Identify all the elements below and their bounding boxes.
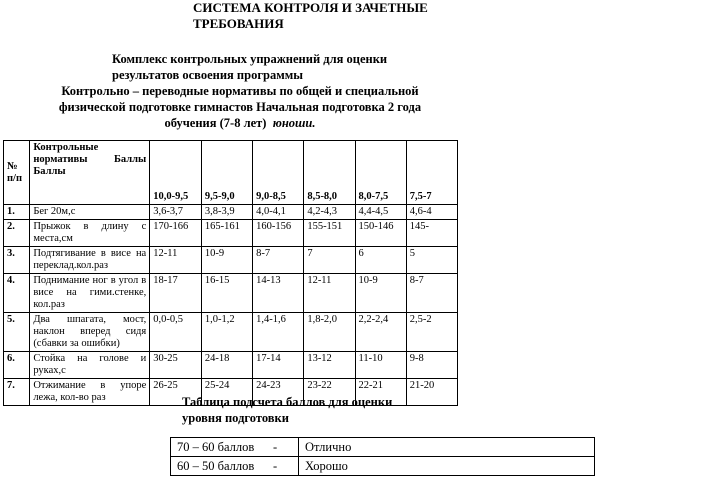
cell-value: 160-156 xyxy=(253,220,304,247)
table-row xyxy=(4,220,458,247)
table-row xyxy=(4,352,458,379)
score-row xyxy=(171,457,595,476)
cell-value: 145- xyxy=(406,220,457,247)
score-dash: - xyxy=(273,458,278,473)
cell-value: 150-146 xyxy=(355,220,406,247)
table-row xyxy=(4,205,458,220)
table-row xyxy=(4,313,458,352)
cell-value: 30-25 xyxy=(150,352,202,379)
score-table-title xyxy=(182,394,392,426)
norms-table xyxy=(3,140,458,406)
row-num: 2. xyxy=(4,220,30,247)
cell-value: 2,5-2 xyxy=(406,313,457,352)
cell-value: 9-8 xyxy=(406,352,457,379)
title-line-1: СИСТЕМА КОНТРОЛЯ И ЗАЧЕТНЫЕ xyxy=(193,0,428,15)
score-table xyxy=(170,437,595,476)
exercise-name: Стойка на голове и руках,с xyxy=(30,352,150,379)
table-header-row xyxy=(4,141,458,205)
row-num: 1. xyxy=(4,205,30,220)
cell-value: 4,2-4,3 xyxy=(304,205,355,220)
score-grade: Хорошо xyxy=(299,457,595,476)
score-range-cell xyxy=(171,438,299,457)
cell-value: 4,6-4 xyxy=(406,205,457,220)
exercise-name: Подтягивание в висе на переклад.кол.раз xyxy=(30,247,150,274)
cell-value: 155-151 xyxy=(304,220,355,247)
cell-value: 24-23 xyxy=(253,379,304,406)
cell-value: 23-22 xyxy=(304,379,355,406)
cell-value: 0,0-0,5 xyxy=(150,313,202,352)
subtitle-line-3: Контрольно – переводные нормативы по общей и специальной xyxy=(61,84,419,98)
cell-value: 1,4-1,6 xyxy=(253,313,304,352)
table-row xyxy=(4,247,458,274)
subtitle-line-2: результатов освоения программы xyxy=(112,68,303,82)
cell-value: 1,0-1,2 xyxy=(201,313,252,352)
cell-value: 11-10 xyxy=(355,352,406,379)
score-title-line-1: Таблица подсчета баллов для оценки xyxy=(182,395,393,409)
score-range-cell xyxy=(171,457,299,476)
score-title-line-2: уровня подготовки xyxy=(182,411,289,425)
header-num: № п/п xyxy=(4,141,30,205)
cell-value: 24-18 xyxy=(201,352,252,379)
cell-value: 12-11 xyxy=(304,274,355,313)
cell-value: 26-25 xyxy=(150,379,202,406)
row-num: 4. xyxy=(4,274,30,313)
subtitle-gender: юноши. xyxy=(272,116,316,130)
table-row xyxy=(4,274,458,313)
header-norms-line-3: Баллы xyxy=(33,166,66,177)
exercise-name: Отжимание в упоре лежа, кол-во раз xyxy=(30,379,150,406)
cell-value: 5 xyxy=(406,247,457,274)
cell-value: 17-14 xyxy=(253,352,304,379)
cell-value: 10-9 xyxy=(355,274,406,313)
score-col-5: 8,0-7,5 xyxy=(355,141,406,205)
cell-value: 4,0-4,1 xyxy=(253,205,304,220)
score-row xyxy=(171,438,595,457)
cell-value: 25-24 xyxy=(201,379,252,406)
header-norms xyxy=(30,141,150,205)
score-dash: - xyxy=(273,439,278,454)
cell-value: 8-7 xyxy=(406,274,457,313)
cell-value: 1,8-2,0 xyxy=(304,313,355,352)
header-norms-word: нормативы xyxy=(33,154,88,165)
subtitle-line-5-text: обучения (7-8 лет) xyxy=(164,116,267,130)
score-range: 70 – 60 баллов xyxy=(177,439,255,454)
cell-value: 4,4-4,5 xyxy=(355,205,406,220)
cell-value: 170-166 xyxy=(150,220,202,247)
cell-value: 22-21 xyxy=(355,379,406,406)
score-col-6: 7,5-7 xyxy=(406,141,457,205)
exercise-name: Бег 20м,с xyxy=(30,205,150,220)
exercise-name: Поднимание ног в угол в висе на гими.стенке, кол.раз xyxy=(30,274,150,313)
title-line-2: ТРЕБОВАНИЯ xyxy=(193,16,284,31)
header-balls-word: Баллы xyxy=(113,154,147,165)
score-col-1: 10,0-9,5 xyxy=(150,141,202,205)
score-range: 60 – 50 баллов xyxy=(177,458,255,473)
row-num: 3. xyxy=(4,247,30,274)
subtitle-line-1: Комплекс контрольных упражнений для оценки xyxy=(112,52,388,66)
cell-value: 165-161 xyxy=(201,220,252,247)
header-norms-line-2 xyxy=(33,154,146,166)
score-col-2: 9,5-9,0 xyxy=(201,141,252,205)
cell-value: 3,8-3,9 xyxy=(201,205,252,220)
exercise-name: Два шпагата, мост, наклон вперед сидя (сбавки за ошибки) xyxy=(30,313,150,352)
cell-value: 2,2-2,4 xyxy=(355,313,406,352)
cell-value: 14-13 xyxy=(253,274,304,313)
cell-value: 18-17 xyxy=(150,274,202,313)
subtitle-line-4: физической подготовке гимнастов Начальная подготовка 2 года xyxy=(58,100,422,114)
cell-value: 6 xyxy=(355,247,406,274)
header-norms-line-1: Контрольные xyxy=(33,142,99,153)
score-col-4: 8,5-8,0 xyxy=(304,141,355,205)
row-num: 6. xyxy=(4,352,30,379)
cell-value: 8-7 xyxy=(253,247,304,274)
cell-value: 13-12 xyxy=(304,352,355,379)
row-num: 5. xyxy=(4,313,30,352)
exercise-name: Прыжок в длину с места,см xyxy=(30,220,150,247)
cell-value: 10-9 xyxy=(201,247,252,274)
row-num: 7. xyxy=(4,379,30,406)
cell-value: 16-15 xyxy=(201,274,252,313)
cell-value: 21-20 xyxy=(406,379,457,406)
cell-value: 7 xyxy=(304,247,355,274)
cell-value: 3,6-3,7 xyxy=(150,205,202,220)
score-col-3: 9,0-8,5 xyxy=(253,141,304,205)
cell-value: 12-11 xyxy=(150,247,202,274)
score-grade: Отлично xyxy=(299,438,595,457)
